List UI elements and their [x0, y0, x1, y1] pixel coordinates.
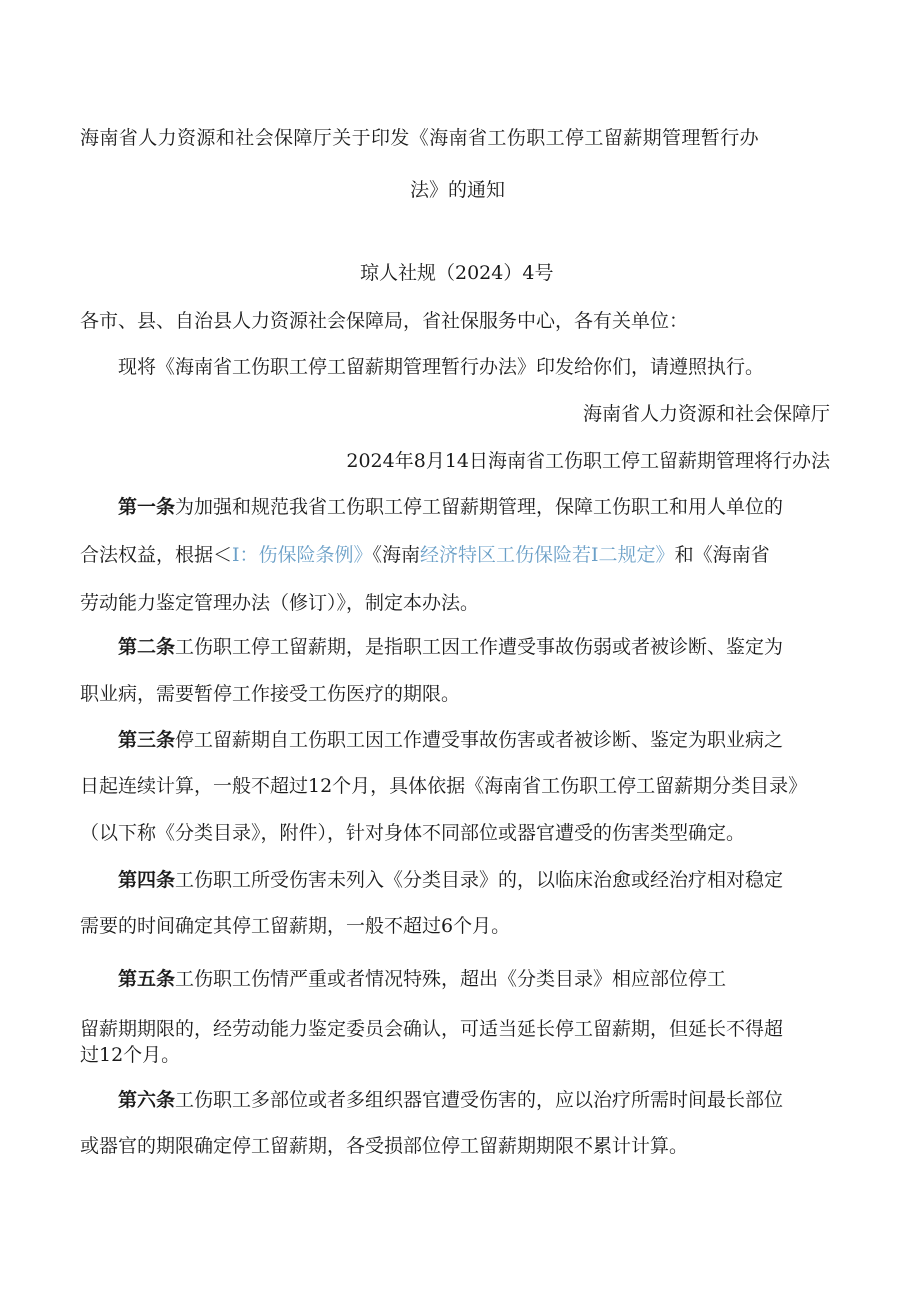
issuer: 海南省人力资源和社会保障厅 [582, 403, 830, 425]
article-1-text-mid: 《海南 [372, 544, 421, 566]
notice-text: 现将《海南省工伤职工停工留薪期管理暂行办法》印发给你们，请遵照执行。 [118, 356, 765, 378]
article-6-line-2: 或器官的期限确定停工留薪期，各受损部位停工留薪期期限不累计计算。 [80, 1135, 689, 1157]
article-1-line-1 [118, 493, 783, 521]
article-3-line-1 [118, 726, 783, 754]
article-2-heading: 第二条 [118, 636, 176, 658]
article-5-line-3: 过12个月。 [80, 1044, 181, 1066]
article-6-heading: 第六条 [118, 1089, 176, 1111]
article-3-line-3: （以下称《分类目录》，附件），针对身体不同部位或器官遭受的伤害类型确定。 [80, 822, 746, 844]
article-1-heading: 第一条 [118, 496, 176, 518]
article-1-line-2 [80, 541, 770, 569]
article-4-line-1 [118, 866, 783, 894]
document-title-line-1: 海南省人力资源和社会保障厅关于印发《海南省工伤职工停工留薪期管理暂行办 [80, 127, 760, 149]
regulation-link-2[interactable]: 经济特区工伤保险若I二规定》 [420, 544, 675, 566]
article-4-heading: 第四条 [118, 869, 176, 891]
article-3-line-2: 日起连续计算，一般不超过12个月，具体依据《海南省工伤职工停工留薪期分类目录》 [80, 775, 808, 797]
article-5-line-2: 留薪期期限的，经劳动能力鉴定委员会确认，可适当延长停工留薪期，但延长不得超 [80, 1018, 784, 1040]
article-1-text-pre: 合法权益，根据＜ [80, 544, 233, 566]
article-2-line-2: 职业病，需要暂停工作接受工伤医疗的期限。 [80, 683, 461, 705]
article-4-line-2: 需要的时间确定其停工留薪期，一般不超过6个月。 [80, 915, 511, 937]
article-5-text: 工伤职工伤情严重或者情况特殊，超出《分类目录》相应部位停工 [175, 968, 727, 990]
article-6-text: 工伤职工多部位或者多组织器官遭受伤害的，应以治疗所需时间最长部位 [175, 1089, 784, 1111]
article-5-heading: 第五条 [118, 968, 176, 990]
date-line: 2024年8月14日海南省工伤职工停工留薪期管理将行办法 [346, 450, 830, 472]
article-3-text: 停工留薪期自工伤职工因工作遭受事故伤害或者被诊断、鉴定为职业病之 [175, 729, 784, 751]
article-1-text-post: 和《海南省 [674, 544, 770, 566]
document-title-line-2: 法》的通知 [410, 179, 506, 201]
article-4-text: 工伤职工所受伤害未列入《分类目录》的，以临床治愈或经治疗相对稳定 [175, 869, 784, 891]
article-5-line-1 [118, 965, 726, 993]
article-1-line-3: 劳动能力鉴定管理办法（修订）》，制定本办法。 [80, 592, 480, 614]
article-1-text: 为加强和规范我省工伤职工停工留薪期管理，保障工伤职工和用人单位的 [175, 496, 784, 518]
addressee: 各市、县、自治县人力资源社会保障局，省社保服务中心，各有关单位： [80, 310, 689, 332]
article-2-line-1 [118, 633, 783, 661]
article-6-line-1 [118, 1086, 783, 1114]
regulation-link-1[interactable]: I：伤保险条例》 [232, 544, 373, 566]
document-number: 琼人社规（2024）4号 [360, 262, 554, 284]
article-3-heading: 第三条 [118, 729, 176, 751]
article-2-text: 工伤职工停工留薪期，是指职工因工作遭受事故伤弱或者被诊断、鉴定为 [175, 636, 784, 658]
